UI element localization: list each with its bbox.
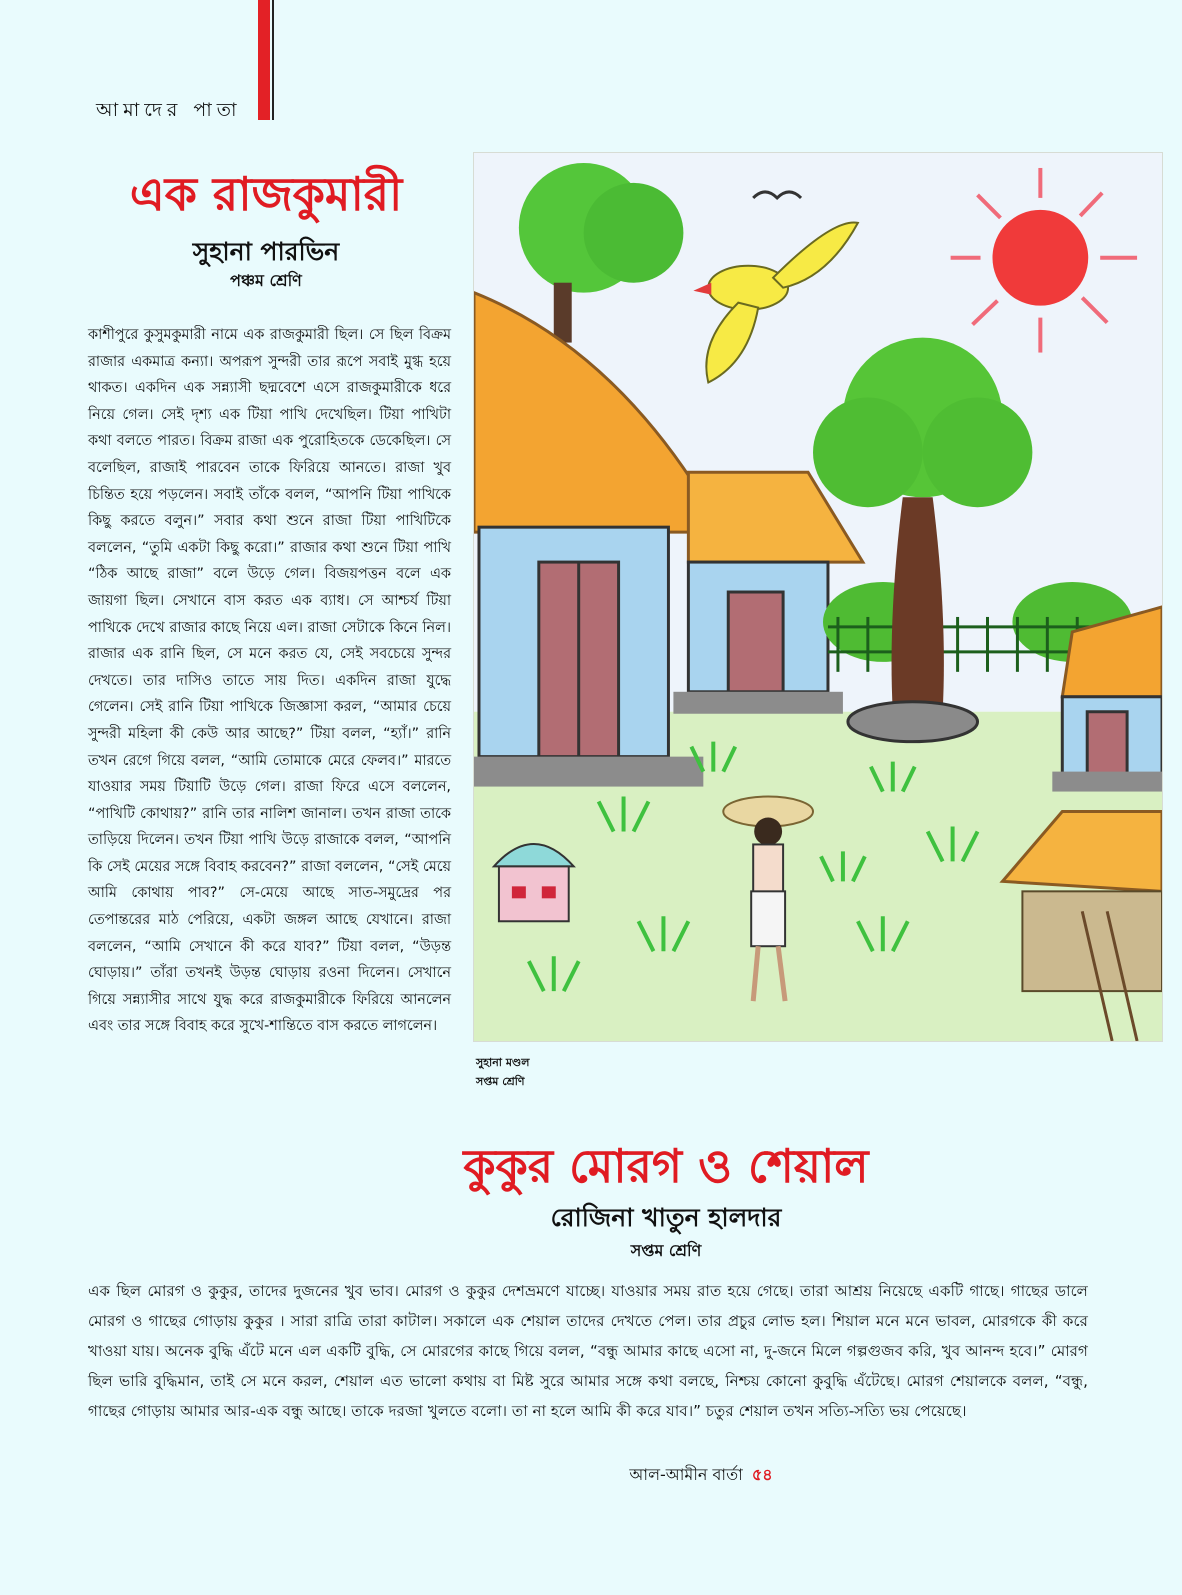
story2-title: কুকুর মোরগ ও শেয়াল: [463, 1139, 869, 1193]
story2-author: রোজিনা খাতুন হালদার: [550, 1203, 782, 1232]
artist-name: সুহানা মণ্ডল: [476, 1056, 530, 1069]
small-hut-icon: [494, 844, 574, 921]
story2-grade: সপ্তম শ্রেণি: [630, 1241, 702, 1260]
header-accent-bar: [258, 0, 270, 120]
magazine-name: আল-আমীন বার্তা: [629, 1465, 743, 1484]
story1-body: কাশীপুরে কুসুমকুমারী নামে এক রাজকুমারী ছিল। সে ছিল বিক্রম রাজার একমাত্র কন্যা। অপরূপ সুন্দরী তার রূপে সবাই মুগ্ধ হয়ে থাকত। একদিন এক সন্ন্যাসী ছদ্মবেশে এসে রাজকুমারীকে ধরে নিয়ে গেল। সেই দৃশ্য এক টিয়া পাখি দেখেছিল। টিয়া পাখিটা কথা বলতে পারত। বিক্রম রাজা এক পুরোহিতকে ডেকেছিল। সে বলেছিল, রাজাই পারবেন তাকে ফিরিয়ে আনতে। রাজা খুব চিন্তিত হয়ে পড়লেন। সবাই তাঁকে বলল, “আপনি টিয়া পাখিকে কিছু করতে বলুন।” সবার কথা শুনে রাজা টিয়া পাখিটিকে বললেন, “তুমি একটা কিছু করো।” রাজার কথা শুনে টিয়া পাখি “ঠিক আছে রাজা” বলে উড়ে গেল। বিজয়পত্তন বলে এক জায়গা ছিল। সেখানে বাস করত এক ব্যাধ। সে আশ্চর্য টিয়া পাখিকে দেখে রাজার কাছে নিয়ে এল। রাজা সেটাকে কিনে নিল। রাজার এক রানি ছিল, সে মনে করত যে, সেই সবচেয়ে সুন্দর দেখতে। তার দাসিও তাতে সায় দিত। একদিন রাজা যুদ্ধে গেলেন। সেই রানি টিয়া পাখিকে জিজ্ঞাসা করল, “আমার চেয়ে সুন্দরী মহিলা কী কেউ আর আছে?” টিয়া বলল, “হ্যাঁ।” রানি তখন রেগে গিয়ে বলল, “আমি তোমাকে মেরে ফেলব।” মারতে যাওয়ার সময় টিয়াটি উড়ে গেল। রাজা ফিরে এসে বললেন, “পাখিটি কোথায়?” রানি তার নালিশ জানাল। তখন রাজা তাকে তাড়িয়ে দিলেন। তখন টিয়া পাখি উড়ে রাজাকে বলল, “আপনি কি সেই মেয়ের সঙ্গে বিবাহ করবেন?” রাজা বললেন, “সেই মেয়ে আমি কোথায় পাব?” সে-মেয়ে আছে সাত-সমুদ্রের পর তেপান্তরের মাঠ পেরিয়ে, একটা জঙ্গল আছে যেখানে। রাজা বললেন, “আমি সেখানে কী করে যাব?” টিয়া বলল, “উড়ন্ত ঘোড়ায়।” তাঁরা তখনই উড়ন্ত ঘোড়ায় রওনা দিলেন। সেখানে গিয়ে সন্ন্যাসীর সাথে যুদ্ধ করে রাজকুমারীকে ফিরিয়ে আনলেন এবং তার সঙ্গে বিবাহ করে সুখে-শান্তিতে বাস করতে লাগলেন।: [88, 327, 451, 1035]
story1-grade: পঞ্চম শ্রেণি: [230, 271, 302, 290]
section-label: আমাদের পাতা: [96, 99, 242, 121]
story1-title: এক রাজকুমারী: [129, 167, 403, 221]
village-drawing: [473, 152, 1163, 1042]
story2-body: এক ছিল মোরগ ও কুকুর, তাদের দুজনের খুব ভাব। মোরগ ও কুকুর দেশভ্রমণে যাচ্ছে। যাওয়ার সময় রাত হয়ে গেছে। তারা আশ্রয় নিয়েছে একটি গাছে। গাছের ডালে মোরগ ও গাছের গোড়ায় কুকুর । সারা রাত্রি তারা কাটাল। সকালে এক শেয়াল তাদের দেখতে পেল। তার প্রচুর লোভ হল। শিয়াল মনে মনে ভাবল, মোরগকে কী করে খাওয়া যায়। অনেক বুদ্ধি এঁটে মনে এল একটি বুদ্ধি, সে মোরগের কাছে গিয়ে বলল, “বন্ধু আমার কাছে এসো না, দু-জনে মিলে গল্পগুজব করি, খুব আনন্দ হবে।” মোরগ ছিল ভারি বুদ্ধিমান, তাই সে মনে করল, শেয়াল এত ভালো কথায় বা মিষ্ট সুরে আমার সঙ্গে কথা বলছে, নিশ্চয় কোনো কুবুদ্ধি এঁটেছে। মোরগ শেয়ালকে বলল, “বন্ধু, গাছের গোড়ায় আমার আর-এক বন্ধু আছে। তাকে দরজা খুলতে বলো। তা না হলে আমি কী করে যাব।” চতুর শেয়াল তখন সত্যি-সত্যি ভয় পেয়েছে।: [88, 1282, 1088, 1420]
page-number: ৫৪: [751, 1465, 773, 1484]
header-divider-line: [272, 0, 274, 120]
artist-grade: সপ্তম শ্রেণি: [476, 1075, 525, 1088]
page-footer: [0, 1462, 1182, 1489]
village-drawing-illustration: [474, 153, 1162, 1041]
story1-author: সুহানা পারভিন: [192, 237, 340, 266]
